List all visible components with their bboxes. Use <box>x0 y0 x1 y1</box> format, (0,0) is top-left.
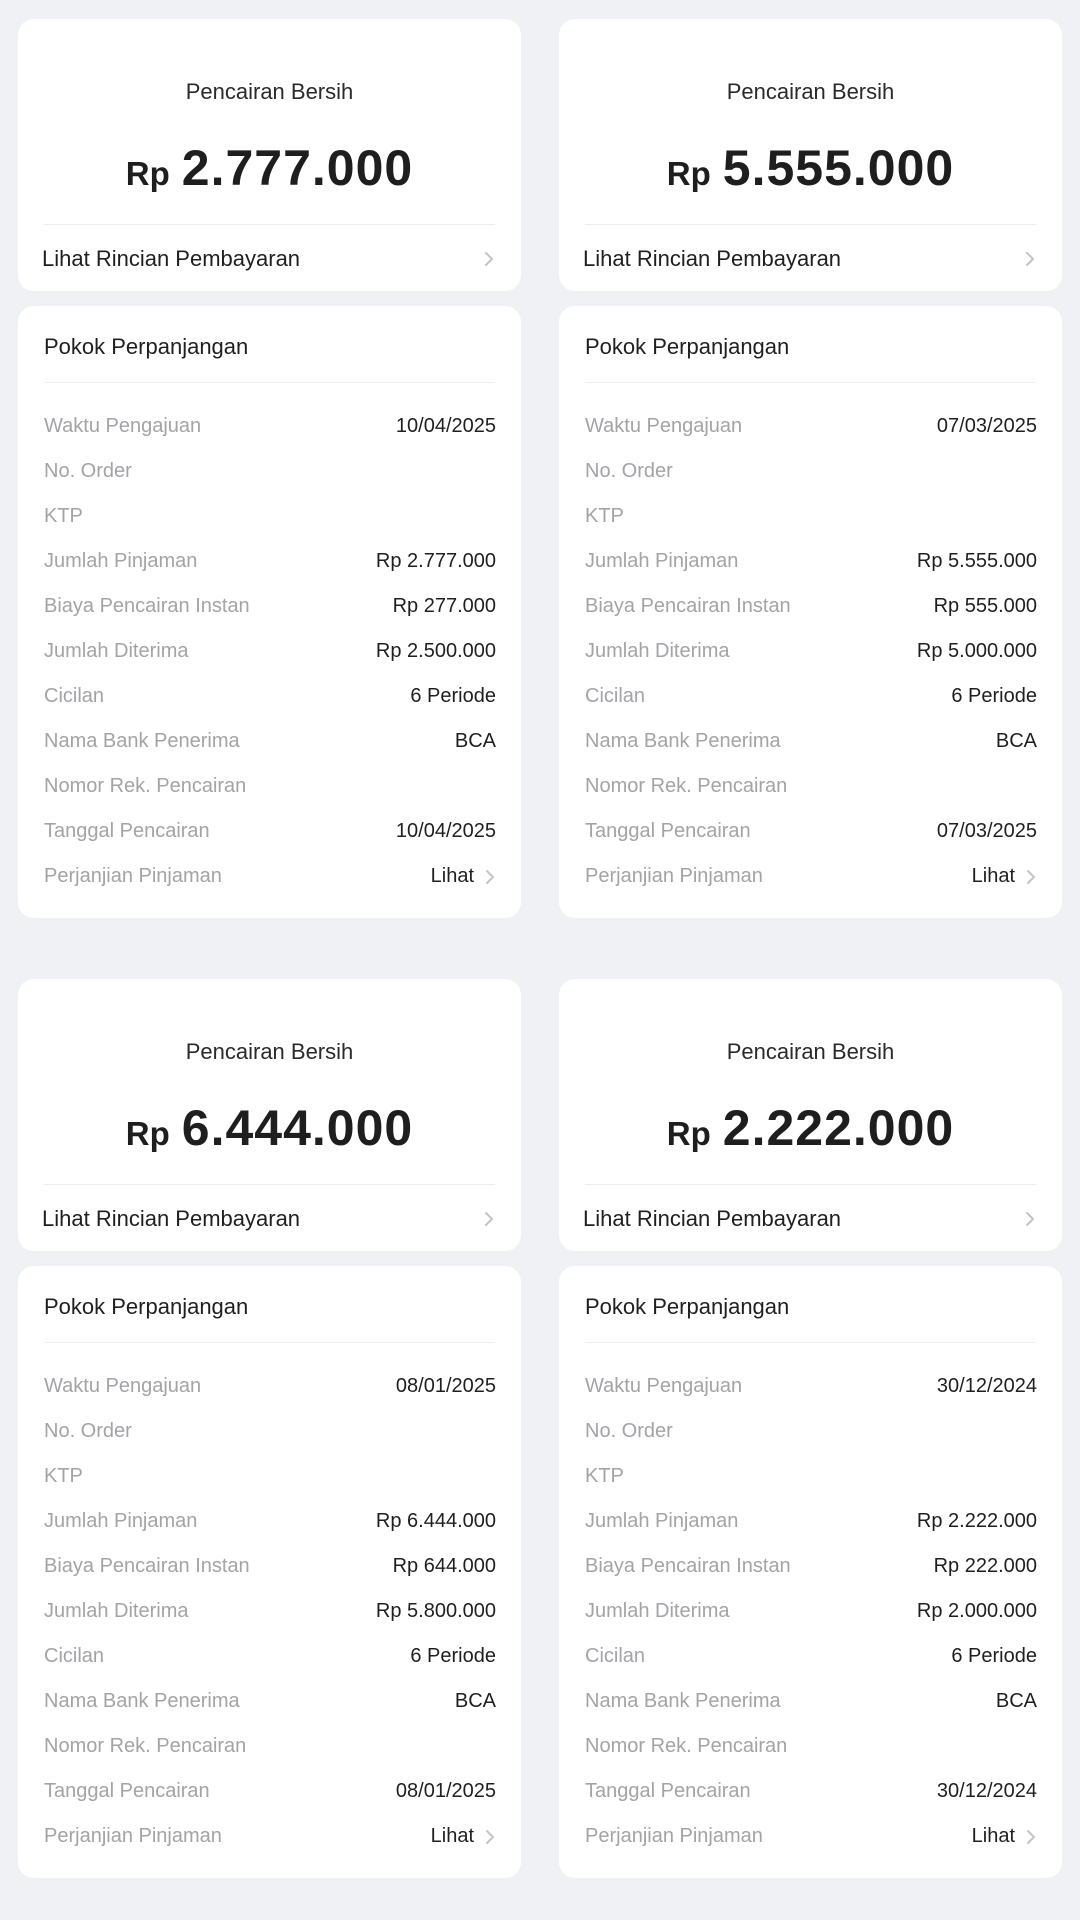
row-waktu-pengajuan <box>585 404 1037 449</box>
row-label: Biaya Pencairan Instan <box>585 595 791 617</box>
detail-card <box>18 1266 521 1878</box>
row-value: Rp 6.444.000 <box>375 1510 496 1532</box>
row-value: 30/12/2024 <box>936 1780 1037 1802</box>
row-waktu-pengajuan <box>44 404 496 449</box>
link-label: Lihat <box>430 865 474 887</box>
currency-label: Rp <box>125 155 170 192</box>
row-biaya-pencairan <box>585 584 1037 629</box>
row-label: Waktu Pengajuan <box>44 415 202 437</box>
row-nama-bank <box>585 1679 1037 1724</box>
row-label: Waktu Pengajuan <box>585 1375 743 1397</box>
row-jumlah-pinjaman <box>585 539 1037 584</box>
row-label: Perjanjian Pinjaman <box>44 865 222 887</box>
chevron-right-icon <box>484 1827 496 1847</box>
row-value: Rp 222.000 <box>933 1555 1037 1577</box>
row-value: 10/04/2025 <box>395 820 496 842</box>
row-value: 10/04/2025 <box>395 415 496 437</box>
detail-title: Pokok Perpanjangan <box>585 334 790 359</box>
payment-details-link[interactable] <box>42 1203 495 1235</box>
amount-value: 2.777.000 <box>181 140 414 196</box>
row-label: No. Order <box>585 1420 673 1442</box>
row-tanggal-pencairan <box>44 809 496 854</box>
amount-value: 2.222.000 <box>722 1100 955 1156</box>
row-label: Perjanjian Pinjaman <box>585 1825 763 1847</box>
row-label: KTP <box>44 1465 83 1487</box>
row-biaya-pencairan <box>44 584 496 629</box>
row-nama-bank <box>585 719 1037 764</box>
row-tanggal-pencairan <box>44 1769 496 1814</box>
row-waktu-pengajuan <box>44 1364 496 1409</box>
row-label: Tanggal Pencairan <box>585 820 751 842</box>
summary-title: Pencairan Bersih <box>185 79 354 104</box>
summary-card <box>559 979 1062 1251</box>
row-ktp <box>585 1454 1037 1499</box>
row-label: Nomor Rek. Pencairan <box>44 775 247 797</box>
row-value: 6 Periode <box>410 685 496 707</box>
chevron-right-icon <box>1025 867 1037 887</box>
row-no-order <box>44 1409 496 1454</box>
row-label: Jumlah Pinjaman <box>44 550 198 572</box>
row-label: Cicilan <box>44 1645 105 1667</box>
row-value: Rp 2.500.000 <box>375 640 496 662</box>
chevron-right-icon <box>483 1209 495 1229</box>
row-label: Tanggal Pencairan <box>44 820 210 842</box>
row-label: Jumlah Diterima <box>44 1600 189 1622</box>
row-value: 07/03/2025 <box>936 415 1037 437</box>
row-jumlah-diterima <box>585 629 1037 674</box>
link-label: Lihat <box>430 1825 474 1847</box>
row-value: Rp 2.222.000 <box>916 1510 1037 1532</box>
row-value: 6 Periode <box>410 1645 496 1667</box>
divider <box>585 224 1036 225</box>
chevron-right-icon <box>484 867 496 887</box>
detail-card <box>559 1266 1062 1878</box>
divider <box>585 1184 1036 1185</box>
amount-value: 6.444.000 <box>181 1100 414 1156</box>
row-label: Nomor Rek. Pencairan <box>585 775 788 797</box>
row-jumlah-pinjaman <box>44 539 496 584</box>
row-perjanjian <box>585 1814 1037 1859</box>
row-value: Rp 555.000 <box>933 595 1037 617</box>
row-label: Cicilan <box>585 1645 646 1667</box>
currency-label: Rp <box>666 155 711 192</box>
row-label: Tanggal Pencairan <box>44 1780 210 1802</box>
row-label: No. Order <box>44 460 132 482</box>
row-jumlah-diterima <box>585 1589 1037 1634</box>
divider <box>44 224 495 225</box>
row-value: BCA <box>454 730 496 752</box>
loan-agreement-link[interactable] <box>431 865 496 888</box>
divider <box>44 1342 495 1343</box>
divider <box>44 382 495 383</box>
payment-details-label: Lihat Rincian Pembayaran <box>42 1206 301 1231</box>
row-ktp <box>44 1454 496 1499</box>
row-ktp <box>585 494 1037 539</box>
row-ktp <box>44 494 496 539</box>
payment-details-label: Lihat Rincian Pembayaran <box>583 246 842 271</box>
row-value: 30/12/2024 <box>936 1375 1037 1397</box>
amount-value: 5.555.000 <box>722 140 955 196</box>
payment-details-link[interactable] <box>42 243 495 275</box>
row-label: Nama Bank Penerima <box>585 1690 781 1712</box>
row-value: Rp 5.555.000 <box>916 550 1037 572</box>
link-label: Lihat <box>971 1825 1015 1847</box>
loan-agreement-link[interactable] <box>972 1825 1037 1848</box>
payment-details-link[interactable] <box>583 243 1036 275</box>
summary-card <box>18 19 521 291</box>
chevron-right-icon <box>1025 1827 1037 1847</box>
row-nomor-rek <box>585 1724 1037 1769</box>
net-disbursement-amount <box>559 139 1062 197</box>
currency-label: Rp <box>125 1115 170 1152</box>
row-label: KTP <box>44 505 83 527</box>
row-label: Jumlah Diterima <box>585 640 730 662</box>
row-label: Nama Bank Penerima <box>585 730 781 752</box>
row-cicilan <box>585 1634 1037 1679</box>
row-value: BCA <box>995 730 1037 752</box>
row-nama-bank <box>44 1679 496 1724</box>
net-disbursement-amount <box>18 1099 521 1157</box>
row-cicilan <box>44 1634 496 1679</box>
row-value: Rp 644.000 <box>392 1555 496 1577</box>
row-jumlah-diterima <box>44 1589 496 1634</box>
divider <box>585 382 1036 383</box>
divider <box>585 1342 1036 1343</box>
row-label: Nomor Rek. Pencairan <box>44 1735 247 1757</box>
payment-details-label: Lihat Rincian Pembayaran <box>42 246 301 271</box>
row-biaya-pencairan <box>44 1544 496 1589</box>
row-label: Jumlah Pinjaman <box>44 1510 198 1532</box>
row-nomor-rek <box>44 764 496 809</box>
row-value: 07/03/2025 <box>936 820 1037 842</box>
row-label: Perjanjian Pinjaman <box>585 865 763 887</box>
row-label: No. Order <box>44 1420 132 1442</box>
loan-agreement-link[interactable] <box>431 1825 496 1848</box>
row-value: Rp 5.800.000 <box>375 1600 496 1622</box>
divider <box>44 1184 495 1185</box>
row-cicilan <box>44 674 496 719</box>
row-value: 08/01/2025 <box>395 1375 496 1397</box>
row-tanggal-pencairan <box>585 1769 1037 1814</box>
row-value: Rp 277.000 <box>392 595 496 617</box>
row-label: Biaya Pencairan Instan <box>44 1555 250 1577</box>
row-value: Rp 2.000.000 <box>916 1600 1037 1622</box>
row-value: BCA <box>995 1690 1037 1712</box>
chevron-right-icon <box>483 249 495 269</box>
row-jumlah-pinjaman <box>585 1499 1037 1544</box>
row-label: Cicilan <box>585 685 646 707</box>
detail-card <box>559 306 1062 918</box>
row-cicilan <box>585 674 1037 719</box>
row-label: Jumlah Pinjaman <box>585 550 739 572</box>
row-nomor-rek <box>44 1724 496 1769</box>
row-label: Biaya Pencairan Instan <box>585 1555 791 1577</box>
detail-title: Pokok Perpanjangan <box>44 334 249 359</box>
row-perjanjian <box>585 854 1037 899</box>
row-no-order <box>585 1409 1037 1454</box>
currency-label: Rp <box>666 1115 711 1152</box>
loan-agreement-link[interactable] <box>972 865 1037 888</box>
payment-details-label: Lihat Rincian Pembayaran <box>583 1206 842 1231</box>
row-label: Cicilan <box>44 685 105 707</box>
payment-details-link[interactable] <box>583 1203 1036 1235</box>
row-label: Tanggal Pencairan <box>585 1780 751 1802</box>
row-label: Biaya Pencairan Instan <box>44 595 250 617</box>
row-nomor-rek <box>585 764 1037 809</box>
row-no-order <box>44 449 496 494</box>
row-label: KTP <box>585 1465 624 1487</box>
row-value: 08/01/2025 <box>395 1780 496 1802</box>
row-perjanjian <box>44 1814 496 1859</box>
row-label: Perjanjian Pinjaman <box>44 1825 222 1847</box>
row-label: Waktu Pengajuan <box>44 1375 202 1397</box>
detail-title: Pokok Perpanjangan <box>44 1294 249 1319</box>
row-value: 6 Periode <box>951 685 1037 707</box>
row-label: KTP <box>585 505 624 527</box>
detail-title: Pokok Perpanjangan <box>585 1294 790 1319</box>
row-waktu-pengajuan <box>585 1364 1037 1409</box>
row-jumlah-pinjaman <box>44 1499 496 1544</box>
link-label: Lihat <box>971 865 1015 887</box>
detail-card <box>18 306 521 918</box>
summary-card <box>559 19 1062 291</box>
row-label: Nama Bank Penerima <box>44 1690 240 1712</box>
row-perjanjian <box>44 854 496 899</box>
row-value: Rp 2.777.000 <box>375 550 496 572</box>
row-label: Jumlah Pinjaman <box>585 1510 739 1532</box>
row-label: No. Order <box>585 460 673 482</box>
row-tanggal-pencairan <box>585 809 1037 854</box>
row-value: Rp 5.000.000 <box>916 640 1037 662</box>
summary-title: Pencairan Bersih <box>185 1039 354 1064</box>
row-jumlah-diterima <box>44 629 496 674</box>
row-label: Nama Bank Penerima <box>44 730 240 752</box>
row-label: Jumlah Diterima <box>585 1600 730 1622</box>
net-disbursement-amount <box>18 139 521 197</box>
row-value: 6 Periode <box>951 1645 1037 1667</box>
row-nama-bank <box>44 719 496 764</box>
row-label: Jumlah Diterima <box>44 640 189 662</box>
net-disbursement-amount <box>559 1099 1062 1157</box>
summary-title: Pencairan Bersih <box>726 1039 895 1064</box>
summary-card <box>18 979 521 1251</box>
chevron-right-icon <box>1024 1209 1036 1229</box>
row-label: Nomor Rek. Pencairan <box>585 1735 788 1757</box>
row-value: BCA <box>454 1690 496 1712</box>
row-no-order <box>585 449 1037 494</box>
row-label: Waktu Pengajuan <box>585 415 743 437</box>
summary-title: Pencairan Bersih <box>726 79 895 104</box>
chevron-right-icon <box>1024 249 1036 269</box>
row-biaya-pencairan <box>585 1544 1037 1589</box>
